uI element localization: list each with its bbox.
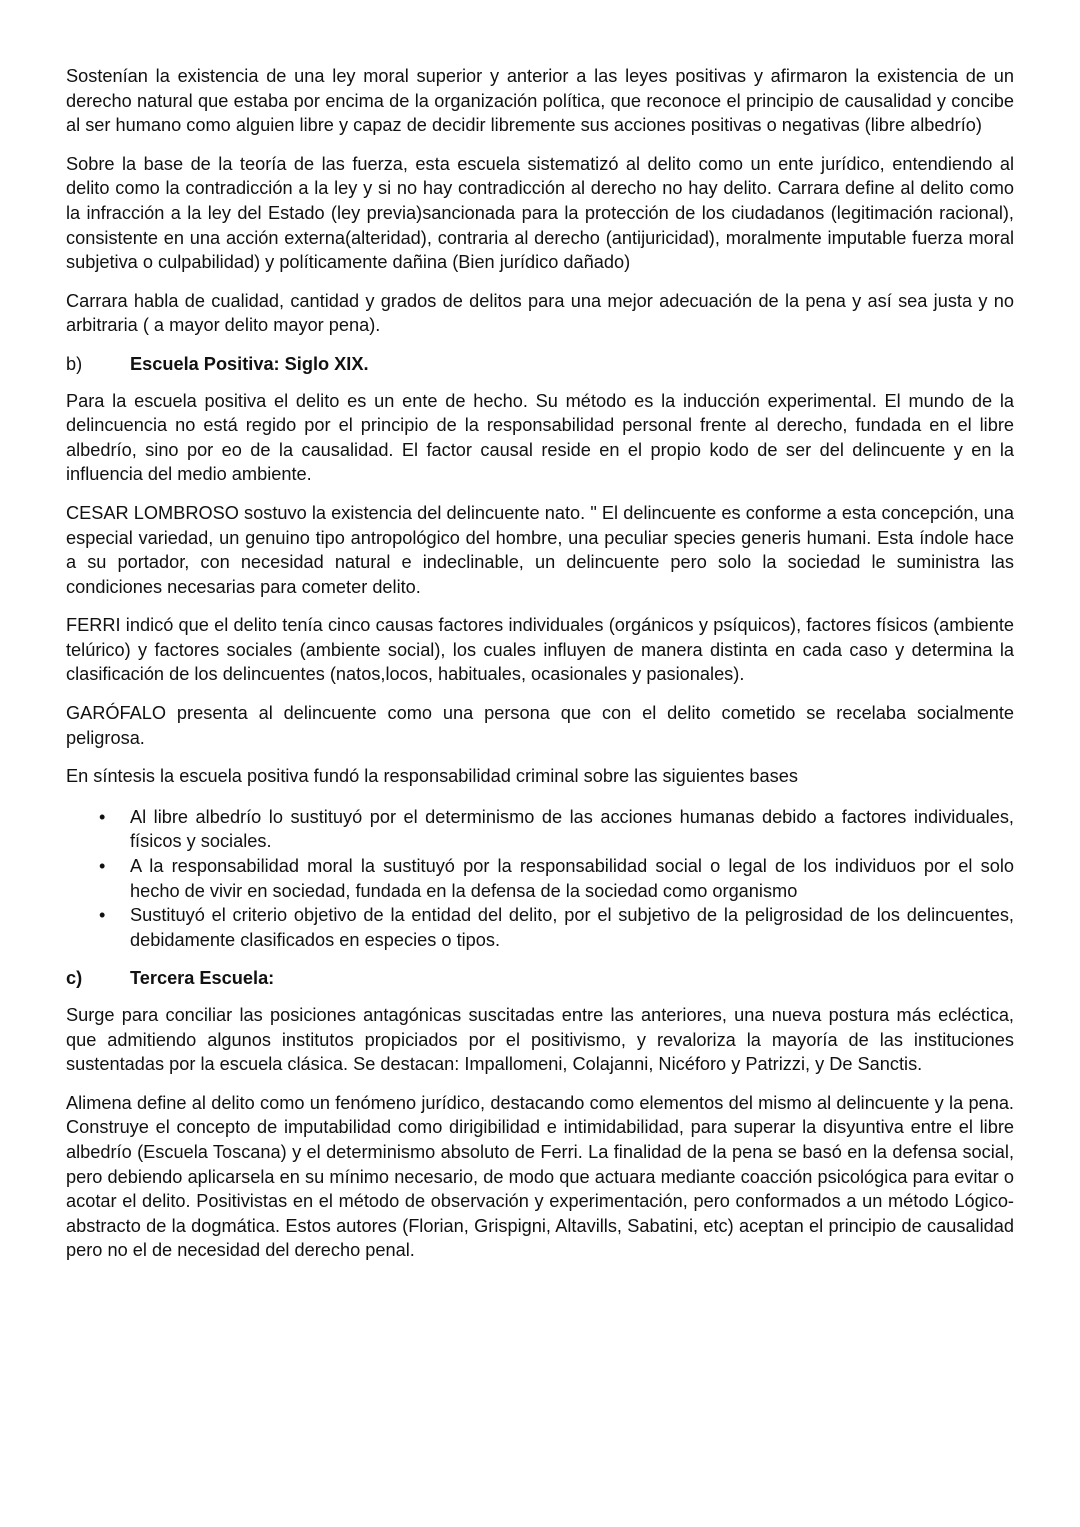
list-item-text: Sustituyó el criterio objetivo de la entidad del delito, por el subjetivo de la peligrosidad de los delincuentes, debidamente clasificados en especies o tipos.	[130, 905, 1014, 950]
list-item	[66, 903, 1014, 952]
bullet-icon: •	[99, 806, 106, 827]
list-item-text: A la responsabilidad moral la sustituyó por la responsabilidad social o legal de los individuos por el solo hecho de vivir en sociedad, fundada en la defensa de la sociedad como organismo	[130, 856, 1014, 901]
list-item	[66, 854, 1014, 903]
bullet-list-bases	[66, 805, 1014, 953]
paragraph-escuela-positiva: Para la escuela positiva el delito es un ente de hecho. Su método es la inducción experimental. El mundo de la delincuencia no está regido por el principio de la responsabilidad personal frente al derecho, fundada en el libre albedrío, sino por eo de la causalidad. El factor causal reside en el propio kodo de ser del delincuente y en la influencia del medio ambiente.	[66, 390, 1014, 485]
paragraph-carrara-grados: Carrara habla de cualidad, cantidad y grados de delitos para una mejor adecuación de la pena y así sea justa y no arbitraria ( a mayor delito mayor pena).	[66, 290, 1014, 336]
paragraph-garofalo: GARÓFALO presenta al delincuente como una persona que con el delito cometido se recelaba socialmente peligrosa.	[66, 703, 1014, 748]
bullet-icon: •	[99, 856, 106, 877]
paragraph-ley-moral: Sostenían la existencia de una ley moral superior y anterior a las leyes positivas y afirmaron la existencia de un derecho natural que estaba por encima de la organización política, que reconoce el principio de causalidad y concibe al ser humano como alguien libre y capaz de decidir libremente sus acciones positivas o negativas (libre albedrío)	[66, 66, 1014, 136]
paragraph-lombroso: CESAR LOMBROSO sostuvo la existencia del delincuente nato. " El delincuente es conforme a esta concepción, una especial variedad, un genuino tipo antropológico del hombre, una peculiar species generis humani. Esta índole hace a su portador, con necesidad natural e indeclinable, un delincuente pero solo la sociedad le suministra las condiciones necesarias para cometer delito.	[66, 502, 1014, 597]
paragraph-sintesis: En síntesis la escuela positiva fundó la responsabilidad criminal sobre las siguientes bases	[66, 766, 798, 787]
section-title-escuela-positiva: Escuela Positiva: Siglo XIX.	[130, 353, 369, 374]
section-letter-b: b)	[66, 353, 83, 374]
paragraph-teoria-fuerza: Sobre la base de la teoría de las fuerza, esta escuela sistematizó al delito como un ente jurídico, entendiendo al delito como la contradicción a la ley y si no hay contradicción al derecho no hay delito. Carrara define al delito como la infracción a la ley del Estado (ley previa)sancionada para la protección de los ciudadanos (legitimación racional), consistente en una acción externa(alteridad), contraria al derecho (antijuricidad), moralmente imputable fuerza moral subjetiva o culpabilidad) y políticamente dañina (Bien jurídico dañado)	[66, 153, 1014, 273]
paragraph-ferri: FERRI indicó que el delito tenía cinco causas factores individuales (orgánicos y psíquicos), factores físicos (ambiente telúrico) y factores sociales (ambiente social), los cuales influyen de manera distinta en cada caso y determina la clasificación de los delincuentes (natos,locos, habituales, ocasionales y pasionales).	[66, 615, 1014, 685]
section-heading-tercera-escuela	[66, 966, 1014, 991]
list-item	[66, 805, 1014, 854]
paragraph-alimena: Alimena define al delito como un fenómeno jurídico, destacando como elementos del mismo al delincuente y la pena. Construye el concepto de imputabilidad como dirigibilidad e intimidabilidad, para superar la disyuntiva entre el libre albedrío (Escuela Toscana) y el determinismo absoluto de Ferri. La finalidad de la pena se basó en la defensa social, pero debiendo aplicarsela en su mínimo necesario, de modo que actuara mediante coacción psicológica para evitar o acotar el delito. Positivistas en el método de observación y experimentación, pero conformados a un método Lógico-abstracto de la dogmática. Estos autores (Florian, Grispigni, Altavills, Sabatini, etc) aceptan el principio de causalidad pero no el de necesidad del derecho penal.	[66, 1092, 1014, 1261]
bullet-icon: •	[99, 905, 106, 926]
section-title-tercera-escuela: Tercera Escuela:	[130, 968, 275, 989]
list-item-text: Al libre albedrío lo sustituyó por el determinismo de las acciones humanas debido a factores individuales, físicos y sociales.	[130, 806, 1014, 852]
paragraph-tercera-escuela: Surge para conciliar las posiciones antagónicas suscitadas entre las anteriores, una nueva postura más ecléctica, que admitiendo algunos institutos propiciados por el positivismo, y revaloriza la mayoría de las instituciones sustentadas por la escuela clásica. Se destacan: Impallomeni, Colajanni, Nicéforo y Patrizzi, y De Sanctis.	[66, 1005, 1014, 1075]
section-heading-escuela-positiva	[66, 352, 1014, 377]
document-page	[66, 64, 1014, 1277]
section-letter-c: c)	[66, 968, 83, 989]
